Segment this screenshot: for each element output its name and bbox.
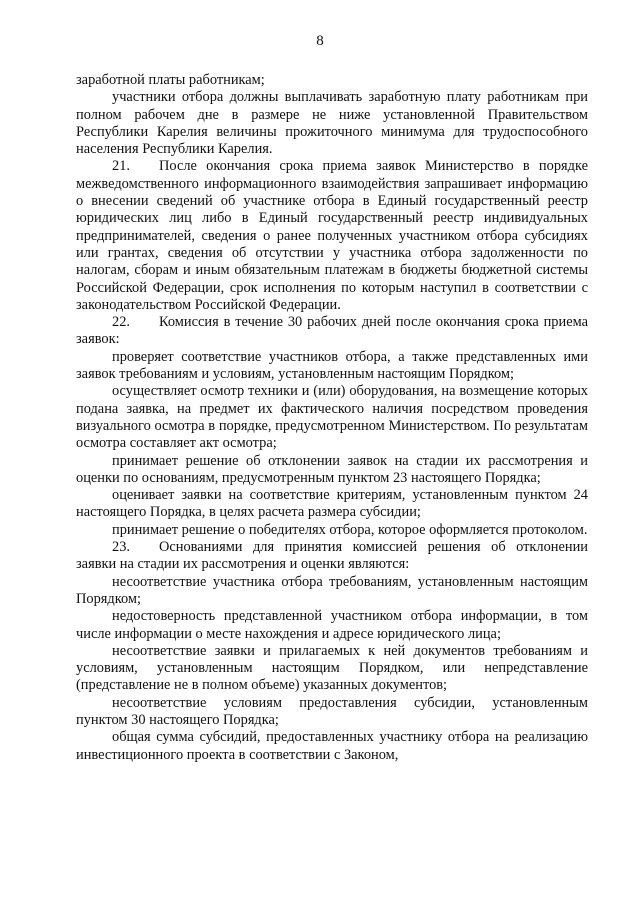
paragraph-text: осуществляет осмотр техники и (или) оборудования, на возмещение которых подана заявка, на предмет их фактического наличия посредством проведения визуального осмотра в порядке, предусмотренном Министерством. По результатам осмотра составляет акт осмотра; bbox=[76, 383, 588, 452]
paragraph bbox=[76, 522, 588, 539]
paragraph-text: несоответствие условиям предоставления субсидии, установленным пунктом 30 настоящего Порядка; bbox=[76, 694, 588, 728]
numbered-paragraph bbox=[76, 314, 588, 349]
paragraph-text: участники отбора должны выплачивать заработную плату работникам при полном рабочем дне в размере не ниже установленной Правительством Республики Карелия величины прожиточного минимума для трудоспособного населения Республики Карелия. bbox=[76, 89, 588, 158]
paragraph-text: принимает решение об отклонении заявок на стадии их рассмотрения и оценки по основаниям, предусмотренным пунктом 23 настоящего Порядка; bbox=[76, 452, 588, 486]
paragraph-text: недостоверность представленной участником отбора информации, в том числе информации о месте нахождения и адресе юридического лица; bbox=[76, 608, 588, 642]
clause-number: 21. bbox=[112, 158, 130, 175]
paragraph bbox=[76, 453, 588, 488]
paragraph-text: После окончания срока приема заявок Министерство в порядке межведомственного информационного взаимодействия запрашивает информацию о внесении сведений об участнике отбора в Единый государственный реестр юридических лиц либо в Единый государственный реестр индивидуальных предпринимателей, сведения о ранее полученных участником отбора субсидиях или грантах, сведения об отсутствии у участника отбора задолженности по налогам, сборам и иным обязательным платежам в бюджеты бюджетной системы Российской Федерации, срок исполнения по которым наступил в соответствии с законодательством Российской Федерации. bbox=[76, 158, 588, 313]
clause-number: 22. bbox=[112, 314, 130, 331]
paragraph-text: общая сумма субсидий, предоставленных участнику отбора на реализацию инвестиционного проекта в соответствии с Законом, bbox=[76, 729, 588, 763]
paragraph-text: проверяет соответствие участников отбора, а также представленных ими заявок требованиям и условиям, установленным настоящим Порядком; bbox=[76, 348, 588, 383]
paragraph-text: заработной платы работникам; bbox=[76, 72, 265, 88]
paragraph-text: несоответствие заявки и прилагаемых к ней документов требованиям и условиям, установленным настоящим Порядком, или непредставление (представление не в полном объеме) указанных документов; bbox=[76, 642, 588, 694]
paragraph bbox=[76, 72, 588, 89]
paragraph bbox=[76, 574, 588, 609]
paragraph bbox=[76, 383, 588, 452]
paragraph bbox=[76, 349, 588, 384]
paragraph bbox=[76, 695, 588, 730]
paragraph-text: несоответствие участника отбора требованиям, установленным настоящим Порядком; bbox=[76, 573, 588, 607]
paragraph-text: Комиссия в течение 30 рабочих дней после окончания срока приема заявок: bbox=[76, 314, 588, 348]
paragraph bbox=[76, 643, 588, 695]
document-body bbox=[76, 72, 588, 764]
paragraph-text: оценивает заявки на соответствие критериям, установленным пунктом 24 настоящего Порядка, в целях расчета размера субсидии; bbox=[76, 487, 588, 521]
paragraph bbox=[76, 487, 588, 522]
page-number: 8 bbox=[316, 33, 324, 49]
clause-number: 23. bbox=[112, 539, 130, 556]
paragraph-text: Основаниями для принятия комиссией решения об отклонении заявки на стадии их рассмотрения и оценки являются: bbox=[76, 539, 588, 573]
paragraph bbox=[76, 729, 588, 764]
paragraph bbox=[76, 608, 588, 643]
numbered-paragraph bbox=[76, 539, 588, 574]
paragraph bbox=[76, 89, 588, 158]
paragraph-text: принимает решение о победителях отбора, которое оформляется протоколом. bbox=[112, 521, 588, 538]
numbered-paragraph bbox=[76, 158, 588, 314]
